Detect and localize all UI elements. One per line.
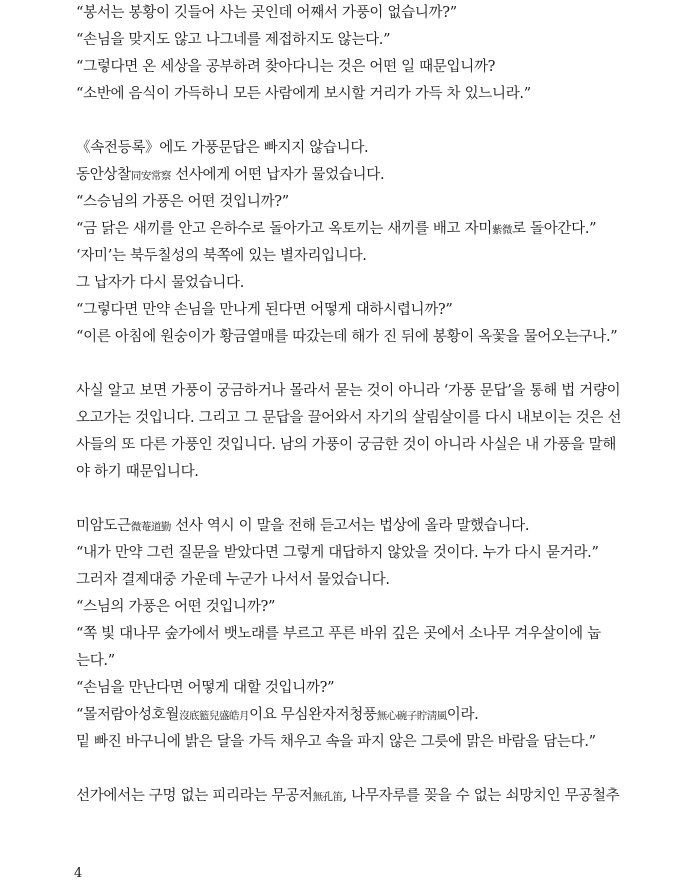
text-line: 《속전등록》에도 가풍문답은 빠지지 않습니다. bbox=[76, 140, 369, 156]
text-line: ‘자미’는 북두칠성의 북쪽에 있는 별자리입니다. bbox=[76, 248, 367, 264]
text-line bbox=[76, 786, 619, 807]
text-line: “그렇다면 만약 손님을 만나게 된다면 어떻게 대하시렵니까?” bbox=[76, 302, 453, 318]
text-line: “스님의 가풍은 어떤 것입니까?” bbox=[76, 599, 276, 615]
text-span: 이라. bbox=[446, 707, 479, 723]
text-line: “손님을 만난다면 어떻게 대할 것입니까?” bbox=[76, 680, 335, 696]
text-line bbox=[76, 219, 596, 240]
text-line: “이른 아침에 원숭이가 황금열매를 따갔는데 해가 진 뒤에 봉황이 옥꽃을 물어오는구나.” bbox=[76, 329, 618, 345]
text-line: “그렇다면 온 세상을 공부하려 찾아다니는 것은 어떤 일 때문입니까? bbox=[76, 59, 496, 75]
text-line: 사들의 또 다른 가풍인 것입니다. 남의 가풍이 궁금한 것이 아니라 사실은 내 가풍을 말해 bbox=[76, 437, 617, 453]
text-line: “내가 만약 그런 질문을 받았다면 그렇게 대답하지 않았을 것이다. 누가 다시 묻거라.” bbox=[76, 545, 599, 561]
text-line: 오고가는 것입니다. 그리고 그 문답을 끌어와서 자기의 살림살이를 다시 내보이는 것은 선 bbox=[76, 410, 622, 426]
text-line: “손님을 맞지도 않고 나그네를 제접하지도 않는다.” bbox=[76, 32, 391, 48]
text-line bbox=[76, 165, 384, 186]
hanja-annotation: 微菴道勤 bbox=[130, 521, 171, 533]
hanja-annotation: 無孔笛 bbox=[312, 791, 343, 803]
text-line bbox=[76, 705, 478, 726]
text-span: , 나무자루를 꽂을 수 없는 쇠망치인 무공철추 bbox=[342, 788, 620, 804]
text-span: 미암도근 bbox=[76, 518, 131, 534]
text-span: 동안상찰 bbox=[76, 167, 131, 183]
text-span: 선사 역시 이 말을 전해 듣고서는 법상에 올라 말했습니다. bbox=[170, 518, 530, 534]
text-span: 이요 무심완자저청풍 bbox=[249, 707, 377, 723]
hanja-annotation: 同安常察 bbox=[130, 170, 171, 182]
text-line: “스승님의 가풍은 어떤 것입니까?” bbox=[76, 194, 289, 210]
text-span: 로 돌아간다.” bbox=[511, 221, 597, 237]
hanja-annotation: 沒底籃兒盛皓月 bbox=[179, 710, 250, 722]
text-line: 야 하기 때문입니다. bbox=[76, 464, 199, 480]
hanja-annotation: 無心碗子貯淸風 bbox=[376, 710, 447, 722]
text-line: “쪽 빛 대나무 숲가에서 뱃노래를 부르고 푸른 바위 깊은 곳에서 소나무 겨우살이에 눕 bbox=[76, 626, 601, 642]
text-line: 는다.” bbox=[76, 653, 115, 669]
hanja-annotation: 紫微 bbox=[491, 224, 512, 236]
text-line: 밑 빠진 바구니에 밝은 달을 가득 채우고 속을 파지 않은 그릇에 맑은 바람을 담는다.” bbox=[76, 734, 596, 750]
text-line: 그러자 결제대중 가운데 누군가 나서서 물었습니다. bbox=[76, 572, 390, 588]
text-line: 사실 알고 보면 가풍이 궁금하거나 몰라서 묻는 것이 아니라 ‘가풍 문답’을 통해 법 거량이 bbox=[76, 383, 621, 399]
page-number: 4 bbox=[74, 866, 83, 881]
text-line: 그 납자가 다시 물었습니다. bbox=[76, 275, 245, 291]
text-span: “금 닭은 새끼를 안고 은하수로 돌아가고 옥토끼는 새끼를 배고 자미 bbox=[76, 221, 492, 237]
text-span: 선사에게 어떤 납자가 물었습니다. bbox=[170, 167, 385, 183]
text-span: 선가에서는 구멍 없는 피리라는 무공저 bbox=[76, 788, 313, 804]
text-line: “봉서는 봉황이 깃들어 사는 곳인데 어째서 가풍이 없습니까?” bbox=[76, 5, 457, 21]
text-line bbox=[76, 516, 529, 537]
text-line: “소반에 음식이 가득하니 모든 사람에게 보시할 거리가 가득 차 있느니라.” bbox=[76, 86, 531, 102]
text-span: “몰저람아성호월 bbox=[76, 707, 180, 723]
